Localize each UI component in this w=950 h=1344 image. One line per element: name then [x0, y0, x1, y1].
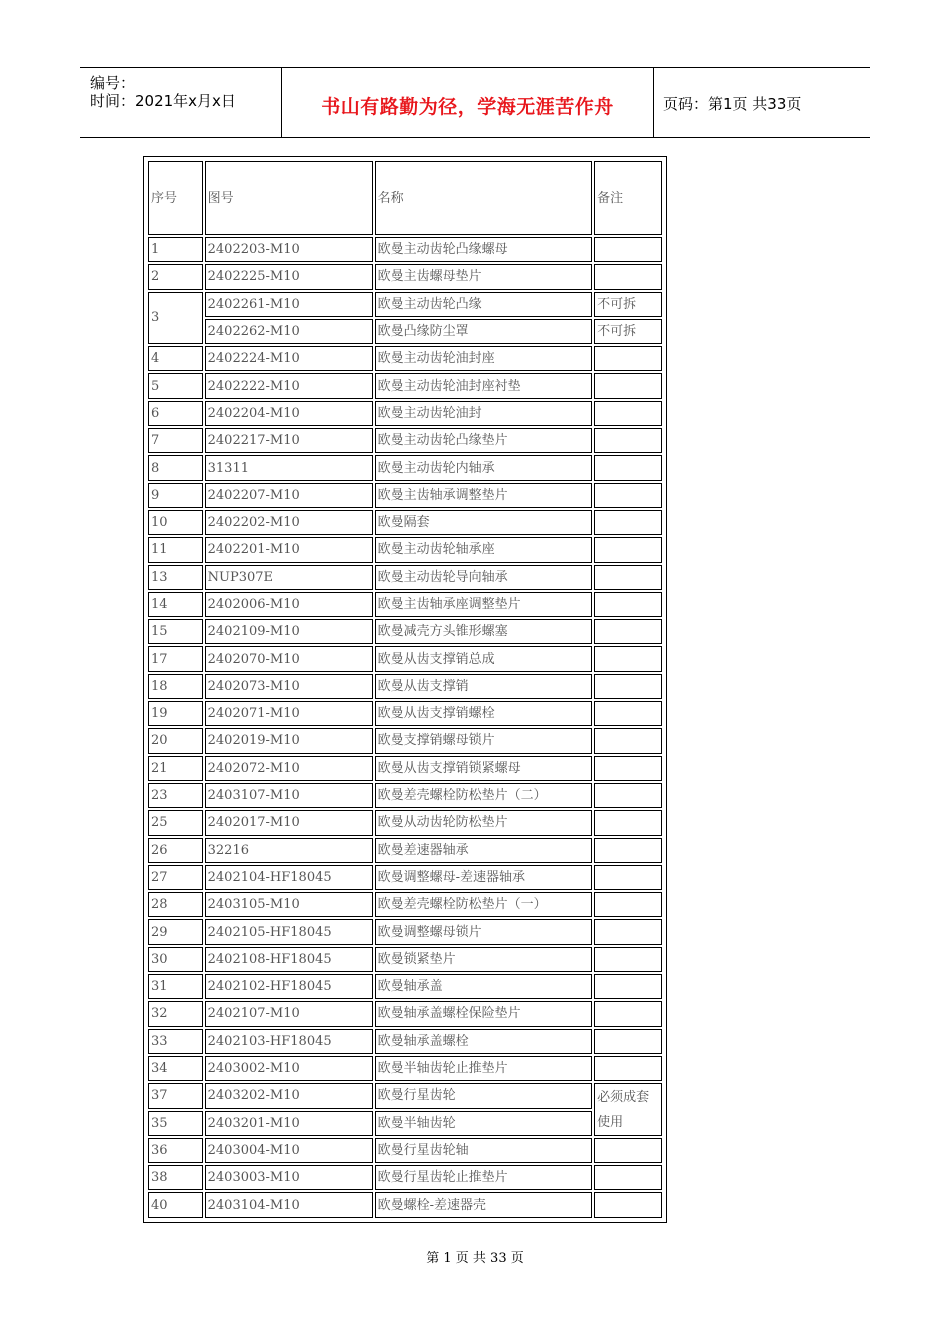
cell-note [594, 701, 662, 726]
cell-note [594, 237, 662, 262]
cell-note [594, 947, 662, 972]
table-row [148, 947, 662, 972]
cell-note [594, 1165, 662, 1190]
cell-name: 欧曼从齿支撑销 [375, 674, 593, 699]
page-info: 页码：第1页 共33页 [663, 95, 802, 113]
cell-no: 34 [148, 1056, 203, 1081]
cell-note [594, 537, 662, 562]
table-row [148, 292, 662, 317]
time-label: 时间：2021年x月x日 [90, 92, 236, 110]
cell-note [594, 455, 662, 480]
cell-code: 2402204-M10 [205, 401, 373, 426]
cell-name: 欧曼主动齿轮导向轴承 [375, 565, 593, 590]
table-row [148, 892, 662, 917]
cell-code: 2403104-M10 [205, 1192, 373, 1217]
cell-no: 17 [148, 646, 203, 671]
cell-name: 欧曼主齿螺母垫片 [375, 264, 593, 289]
cell-note: 不可拆 [594, 292, 662, 317]
cell-note [594, 838, 662, 863]
cell-name: 欧曼隔套 [375, 510, 593, 535]
table-row [148, 1056, 662, 1081]
cell-code: 2402202-M10 [205, 510, 373, 535]
table-row [148, 373, 662, 398]
cell-code: 2402073-M10 [205, 674, 373, 699]
parts-table-frame [143, 156, 667, 1223]
cell-name: 欧曼凸缘防尘罩 [375, 319, 593, 344]
table-row [148, 237, 662, 262]
cell-note [594, 810, 662, 835]
cell-no: 29 [148, 919, 203, 944]
cell-name: 欧曼主动齿轮油封 [375, 401, 593, 426]
cell-note [594, 428, 662, 453]
cell-note [594, 1192, 662, 1217]
cell-note [594, 974, 662, 999]
table-row [148, 674, 662, 699]
cell-name: 欧曼调整螺母锁片 [375, 919, 593, 944]
cell-no: 10 [148, 510, 203, 535]
cell-name: 欧曼主动齿轮油封座衬垫 [375, 373, 593, 398]
cell-name: 欧曼减壳方头锥形螺塞 [375, 619, 593, 644]
cell-name: 欧曼行星齿轮止推垫片 [375, 1165, 593, 1190]
table-row [148, 701, 662, 726]
code-label: 编号： [90, 74, 136, 92]
cell-note [594, 565, 662, 590]
cell-code: 2402071-M10 [205, 701, 373, 726]
cell-code: 2402017-M10 [205, 810, 373, 835]
cell-note [594, 346, 662, 371]
cell-name: 欧曼从齿支撑销锁紧螺母 [375, 756, 593, 781]
cell-no: 27 [148, 865, 203, 890]
cell-name: 欧曼半轴齿轮 [375, 1111, 593, 1136]
table-row [148, 428, 662, 453]
cell-code: 2403202-M10 [205, 1083, 373, 1108]
cell-code: 2402006-M10 [205, 592, 373, 617]
cell-note [594, 919, 662, 944]
header-note: 备注 [594, 161, 662, 235]
cell-note [594, 1001, 662, 1026]
table-row [148, 756, 662, 781]
cell-name: 欧曼差壳螺栓防松垫片（二） [375, 783, 593, 808]
cell-name: 欧曼锁紧垫片 [375, 947, 593, 972]
cell-code: 2402261-M10 [205, 292, 373, 317]
table-row [148, 1111, 662, 1136]
cell-name: 欧曼支撑销螺母锁片 [375, 728, 593, 753]
page-footer: 第 1 页 共 33 页 [426, 1251, 524, 1266]
cell-no: 5 [148, 373, 203, 398]
cell-note [594, 674, 662, 699]
cell-name: 欧曼主动齿轮凸缘螺母 [375, 237, 593, 262]
cell-name: 欧曼主动齿轮凸缘垫片 [375, 428, 593, 453]
cell-no: 35 [148, 1111, 203, 1136]
page-header [80, 67, 870, 138]
cell-code: 2402262-M10 [205, 319, 373, 344]
cell-no: 21 [148, 756, 203, 781]
cell-code: 2402102-HF18045 [205, 974, 373, 999]
cell-name: 欧曼轴承盖螺栓 [375, 1029, 593, 1054]
table-row [148, 865, 662, 890]
header-no: 序号 [148, 161, 203, 235]
cell-code: 2402109-M10 [205, 619, 373, 644]
cell-note [594, 1029, 662, 1054]
cell-code: 32216 [205, 838, 373, 863]
cell-name: 欧曼轴承盖 [375, 974, 593, 999]
cell-note [594, 619, 662, 644]
cell-no: 26 [148, 838, 203, 863]
table-row [148, 510, 662, 535]
cell-no: 32 [148, 1001, 203, 1026]
cell-note [594, 892, 662, 917]
cell-code: 2402225-M10 [205, 264, 373, 289]
cell-note [594, 1138, 662, 1163]
cell-name: 欧曼差壳螺栓防松垫片（一） [375, 892, 593, 917]
cell-code: 2402103-HF18045 [205, 1029, 373, 1054]
cell-code: 2402019-M10 [205, 728, 373, 753]
table-header-row [148, 161, 662, 235]
cell-code: 2402072-M10 [205, 756, 373, 781]
table-row [148, 537, 662, 562]
cell-note: 必须成套使用 [594, 1083, 662, 1136]
cell-no: 37 [148, 1083, 203, 1108]
cell-note [594, 592, 662, 617]
header-name: 名称 [375, 161, 593, 235]
motto-text: 书山有路勤为径，学海无涯苦作舟 [321, 96, 614, 118]
cell-note [594, 728, 662, 753]
cell-no: 31 [148, 974, 203, 999]
cell-code: 2402070-M10 [205, 646, 373, 671]
cell-code: 2402105-HF18045 [205, 919, 373, 944]
cell-no: 36 [148, 1138, 203, 1163]
table-row [148, 810, 662, 835]
table-row [148, 783, 662, 808]
parts-table [146, 159, 664, 1220]
cell-name: 欧曼主动齿轮内轴承 [375, 455, 593, 480]
table-row [148, 1083, 662, 1108]
table-row [148, 455, 662, 480]
table-row [148, 1165, 662, 1190]
table-row [148, 728, 662, 753]
cell-name: 欧曼主齿轴承座调整垫片 [375, 592, 593, 617]
cell-no: 14 [148, 592, 203, 617]
table-row [148, 1192, 662, 1217]
cell-code: 2402222-M10 [205, 373, 373, 398]
cell-code: 2402108-HF18045 [205, 947, 373, 972]
cell-no: 6 [148, 401, 203, 426]
cell-code: NUP307E [205, 565, 373, 590]
cell-no: 9 [148, 483, 203, 508]
cell-code: 2403107-M10 [205, 783, 373, 808]
cell-note [594, 264, 662, 289]
cell-code: 2403004-M10 [205, 1138, 373, 1163]
table-row [148, 838, 662, 863]
table-row [148, 592, 662, 617]
cell-note [594, 783, 662, 808]
table-row [148, 401, 662, 426]
cell-no: 38 [148, 1165, 203, 1190]
cell-note [594, 401, 662, 426]
cell-note: 不可拆 [594, 319, 662, 344]
table-row [148, 646, 662, 671]
cell-no: 20 [148, 728, 203, 753]
cell-note [594, 865, 662, 890]
cell-no: 19 [148, 701, 203, 726]
cell-code: 2403105-M10 [205, 892, 373, 917]
cell-code: 2403003-M10 [205, 1165, 373, 1190]
cell-name: 欧曼差速器轴承 [375, 838, 593, 863]
table-row [148, 1138, 662, 1163]
cell-code: 31311 [205, 455, 373, 480]
cell-code: 2402104-HF18045 [205, 865, 373, 890]
table-row [148, 346, 662, 371]
cell-no: 30 [148, 947, 203, 972]
cell-code: 2402203-M10 [205, 237, 373, 262]
cell-no: 40 [148, 1192, 203, 1217]
cell-name: 欧曼行星齿轮 [375, 1083, 593, 1108]
cell-note [594, 1056, 662, 1081]
table-row [148, 319, 662, 344]
cell-no: 18 [148, 674, 203, 699]
cell-name: 欧曼从齿支撑销螺栓 [375, 701, 593, 726]
cell-no: 3 [148, 292, 203, 345]
table-row [148, 264, 662, 289]
cell-no: 1 [148, 237, 203, 262]
cell-code: 2402217-M10 [205, 428, 373, 453]
cell-name: 欧曼从动齿轮防松垫片 [375, 810, 593, 835]
header-code: 图号 [205, 161, 373, 235]
cell-no: 25 [148, 810, 203, 835]
cell-name: 欧曼调整螺母-差速器轴承 [375, 865, 593, 890]
table-row [148, 1029, 662, 1054]
cell-code: 2402224-M10 [205, 346, 373, 371]
cell-code: 2403201-M10 [205, 1111, 373, 1136]
cell-no: 13 [148, 565, 203, 590]
cell-code: 2403002-M10 [205, 1056, 373, 1081]
table-row [148, 1001, 662, 1026]
cell-name: 欧曼螺栓-差速器壳 [375, 1192, 593, 1217]
cell-no: 4 [148, 346, 203, 371]
cell-name: 欧曼半轴齿轮止推垫片 [375, 1056, 593, 1081]
cell-code: 2402201-M10 [205, 537, 373, 562]
cell-no: 11 [148, 537, 203, 562]
cell-no: 7 [148, 428, 203, 453]
cell-name: 欧曼主动齿轮油封座 [375, 346, 593, 371]
header-motto-cell [282, 68, 654, 137]
table-row [148, 619, 662, 644]
table-row [148, 974, 662, 999]
table-row [148, 483, 662, 508]
cell-name: 欧曼主动齿轮凸缘 [375, 292, 593, 317]
cell-no: 2 [148, 264, 203, 289]
cell-note [594, 756, 662, 781]
cell-no: 28 [148, 892, 203, 917]
cell-code: 2402107-M10 [205, 1001, 373, 1026]
cell-note [594, 483, 662, 508]
cell-note [594, 646, 662, 671]
cell-no: 33 [148, 1029, 203, 1054]
cell-no: 15 [148, 619, 203, 644]
cell-no: 8 [148, 455, 203, 480]
header-page-cell [654, 68, 870, 137]
cell-name: 欧曼主齿轴承调整垫片 [375, 483, 593, 508]
cell-note [594, 510, 662, 535]
cell-name: 欧曼行星齿轮轴 [375, 1138, 593, 1163]
header-left-cell [80, 68, 282, 137]
cell-code: 2402207-M10 [205, 483, 373, 508]
table-row [148, 919, 662, 944]
table-row [148, 565, 662, 590]
cell-note [594, 373, 662, 398]
cell-name: 欧曼主动齿轮轴承座 [375, 537, 593, 562]
cell-name: 欧曼轴承盖螺栓保险垫片 [375, 1001, 593, 1026]
cell-name: 欧曼从齿支撑销总成 [375, 646, 593, 671]
cell-no: 23 [148, 783, 203, 808]
